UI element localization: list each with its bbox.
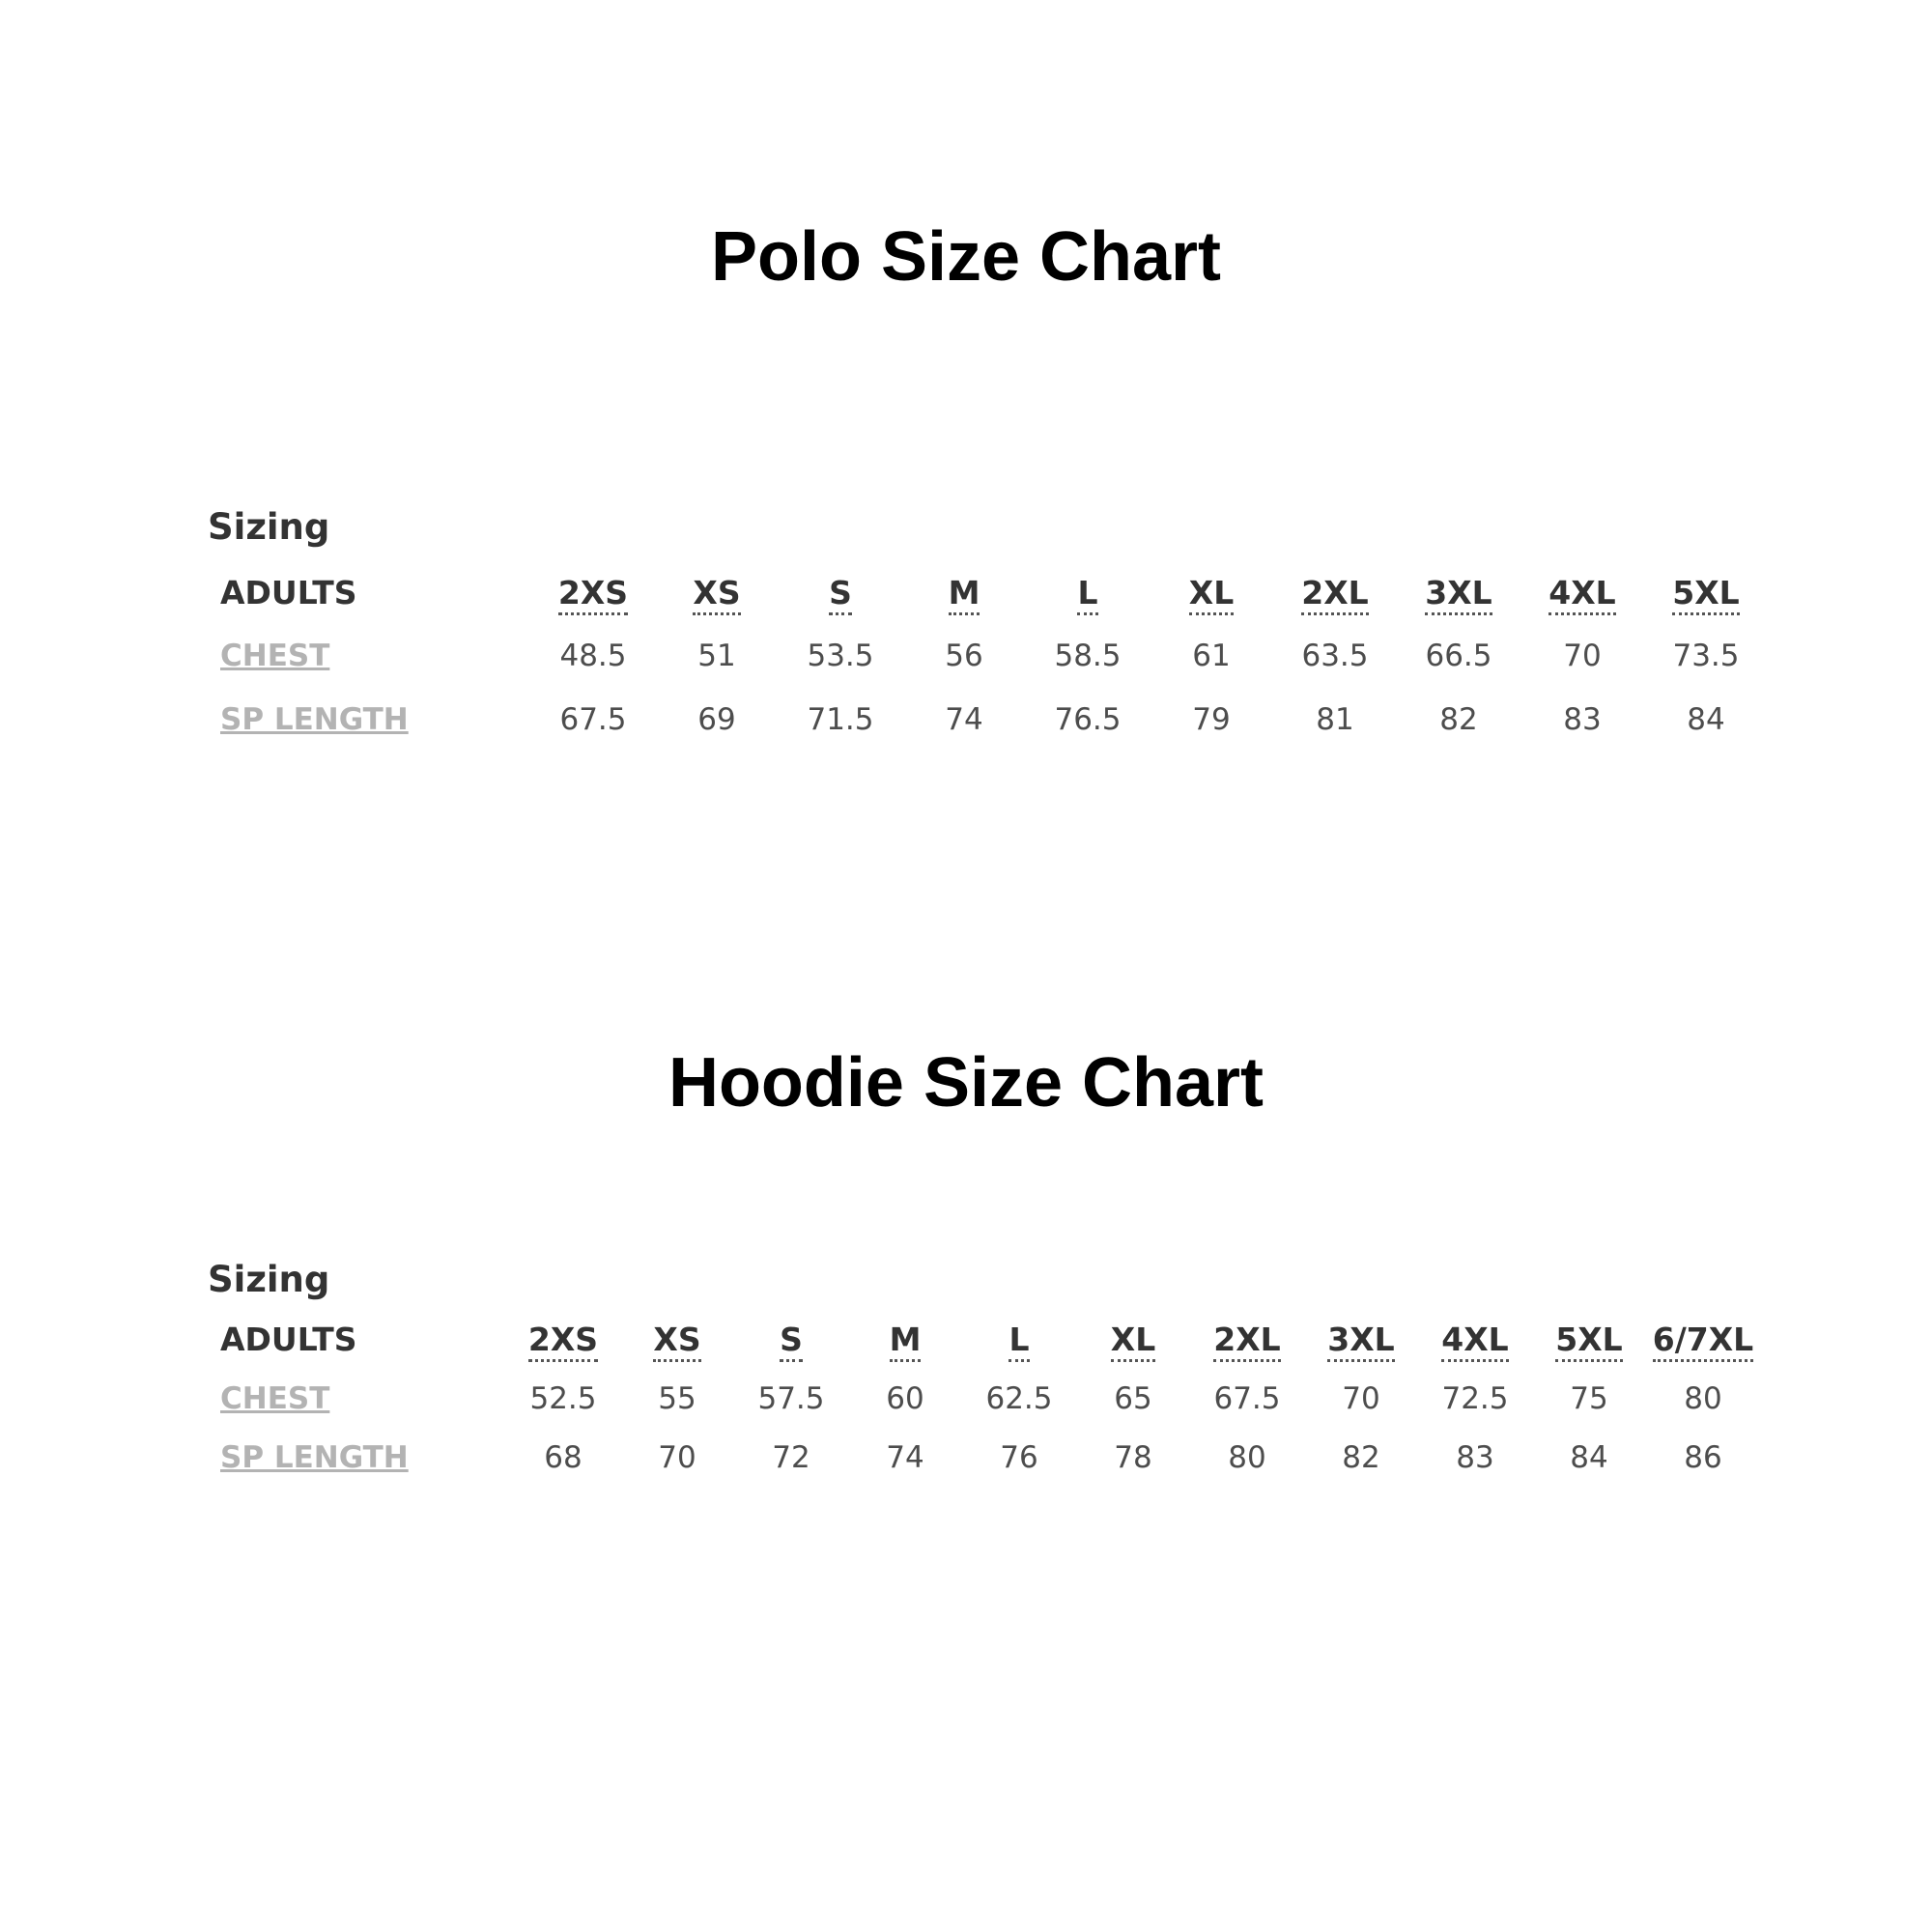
table-cell: 82 <box>1342 1439 1380 1475</box>
size-header-label: 2XS <box>558 574 628 615</box>
table-cell: 70 <box>1563 639 1602 673</box>
table-cell: 57.5 <box>757 1380 825 1416</box>
size-header-label: S <box>829 574 852 615</box>
table-cell: 72.5 <box>1441 1380 1509 1416</box>
size-header <box>1190 1310 1304 1369</box>
table-cell: 76 <box>1000 1439 1038 1475</box>
size-header-label: XL <box>1189 574 1234 615</box>
table-cell: 62.5 <box>985 1380 1053 1416</box>
table-cell: 48.5 <box>559 639 627 673</box>
adults-label: ADULTS <box>220 573 357 611</box>
table-cell: 71.5 <box>807 702 874 737</box>
table-cell: 63.5 <box>1301 639 1369 673</box>
table-cell: 52.5 <box>529 1380 597 1416</box>
size-header-label: 3XL <box>1327 1321 1394 1362</box>
chest-label: CHEST <box>220 1380 330 1416</box>
table-cell: 72 <box>772 1439 810 1475</box>
table-cell: 79 <box>1192 702 1231 737</box>
sp-length-label: SP LENGTH <box>220 702 409 737</box>
size-header <box>620 1310 734 1369</box>
size-header-label: 5XL <box>1672 574 1739 615</box>
table-cell: 65 <box>1114 1380 1152 1416</box>
table-cell: 74 <box>945 702 983 737</box>
table-cell: 84 <box>1687 702 1725 737</box>
size-header <box>1418 1310 1532 1369</box>
table-row <box>208 624 1768 688</box>
table-cell: 83 <box>1563 702 1602 737</box>
table-cell: 75 <box>1570 1380 1608 1416</box>
polo-sizing-label: Sizing <box>208 506 330 548</box>
table-cell: 67.5 <box>1213 1380 1281 1416</box>
table-cell: 76.5 <box>1054 702 1122 737</box>
table-cell: 58.5 <box>1054 639 1122 673</box>
table-row <box>208 1428 1760 1487</box>
size-header-label: M <box>949 574 980 615</box>
size-header-label: 4XL <box>1548 574 1615 615</box>
adults-label: ADULTS <box>220 1321 357 1358</box>
size-header <box>655 560 779 624</box>
table-cell: 66.5 <box>1425 639 1492 673</box>
table-row <box>208 1369 1760 1428</box>
table-row <box>208 560 1768 624</box>
size-header-label: 2XL <box>1301 574 1368 615</box>
size-header <box>1304 1310 1418 1369</box>
table-cell: 56 <box>945 639 983 673</box>
hoodie-size-table <box>208 1310 1760 1487</box>
table-cell: 86 <box>1684 1439 1722 1475</box>
size-header-label: 2XL <box>1213 1321 1280 1362</box>
table-cell: 81 <box>1316 702 1354 737</box>
table-cell: 67.5 <box>559 702 627 737</box>
size-header <box>848 1310 962 1369</box>
table-cell: 74 <box>886 1439 924 1475</box>
size-header <box>1520 560 1644 624</box>
table-cell: 55 <box>658 1380 696 1416</box>
table-row <box>208 688 1768 752</box>
size-header <box>734 1310 848 1369</box>
size-header-label: L <box>1077 574 1097 615</box>
table-cell: 84 <box>1570 1439 1608 1475</box>
size-header-label: 5XL <box>1555 1321 1622 1362</box>
table-cell: 73.5 <box>1672 639 1740 673</box>
table-row <box>208 1310 1760 1369</box>
size-header <box>1397 560 1520 624</box>
size-header <box>1532 1310 1646 1369</box>
size-header-label: 4XL <box>1441 1321 1508 1362</box>
size-header-label: L <box>1009 1321 1029 1362</box>
size-header <box>1644 560 1768 624</box>
size-header <box>1026 560 1150 624</box>
size-header <box>1076 1310 1190 1369</box>
hoodie-chart-title: Hoodie Size Chart <box>668 1044 1264 1122</box>
size-header-label: 6/7XL <box>1653 1321 1753 1362</box>
table-cell: 53.5 <box>807 639 874 673</box>
table-cell: 61 <box>1192 639 1231 673</box>
size-header-label: 3XL <box>1425 574 1492 615</box>
size-header <box>779 560 902 624</box>
polo-size-table <box>208 560 1768 752</box>
size-header <box>531 560 655 624</box>
size-header <box>962 1310 1076 1369</box>
hoodie-sizing-label: Sizing <box>208 1259 330 1300</box>
chest-label: CHEST <box>220 639 330 673</box>
table-cell: 78 <box>1114 1439 1152 1475</box>
size-header-label: XS <box>693 574 740 615</box>
table-cell: 80 <box>1684 1380 1722 1416</box>
table-cell: 70 <box>658 1439 696 1475</box>
table-cell: 60 <box>886 1380 924 1416</box>
size-header <box>1150 560 1273 624</box>
size-header-label: 2XS <box>528 1321 598 1362</box>
table-cell: 82 <box>1439 702 1478 737</box>
polo-chart-title: Polo Size Chart <box>710 218 1222 296</box>
table-cell: 70 <box>1342 1380 1380 1416</box>
table-cell: 83 <box>1456 1439 1494 1475</box>
sp-length-label: SP LENGTH <box>220 1439 409 1475</box>
size-header <box>506 1310 620 1369</box>
size-header-label: M <box>890 1321 922 1362</box>
table-cell: 68 <box>544 1439 582 1475</box>
size-header-label: XS <box>653 1321 700 1362</box>
table-cell: 69 <box>697 702 736 737</box>
size-header <box>902 560 1026 624</box>
table-cell: 80 <box>1228 1439 1266 1475</box>
size-header <box>1273 560 1397 624</box>
size-header <box>1646 1310 1760 1369</box>
size-header-label: XL <box>1111 1321 1155 1362</box>
table-cell: 51 <box>697 639 736 673</box>
size-header-label: S <box>780 1321 803 1362</box>
